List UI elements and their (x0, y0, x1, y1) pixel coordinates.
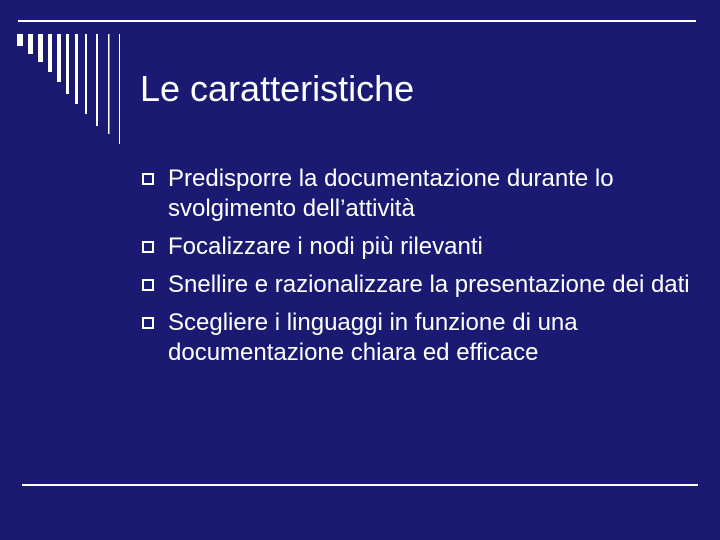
slide-title: Le caratteristiche (140, 68, 415, 109)
hollow-square-bullet-icon (142, 173, 154, 185)
bottom-divider-line (22, 484, 698, 486)
hollow-square-bullet-icon (142, 317, 154, 329)
bullet-item (142, 308, 702, 368)
hollow-square-bullet-icon (142, 279, 154, 291)
hollow-square-bullet-icon (142, 241, 154, 253)
bullet-text: Focalizzare i nodi più rilevanti (168, 233, 483, 260)
bullet-text: Snellire e razionalizzare la presentazione dei dati (168, 271, 690, 298)
vertical-stripes-decoration (0, 0, 140, 170)
bullet-item (142, 232, 702, 262)
bullet-text: Predisporre la documentazione durante lo svolgimento dell’attività (168, 165, 614, 222)
bullet-text: Scegliere i linguaggi in funzione di una documentazione chiara ed efficace (168, 309, 578, 366)
bullet-list (142, 164, 702, 376)
bullet-item (142, 270, 702, 300)
bullet-item (142, 164, 702, 224)
